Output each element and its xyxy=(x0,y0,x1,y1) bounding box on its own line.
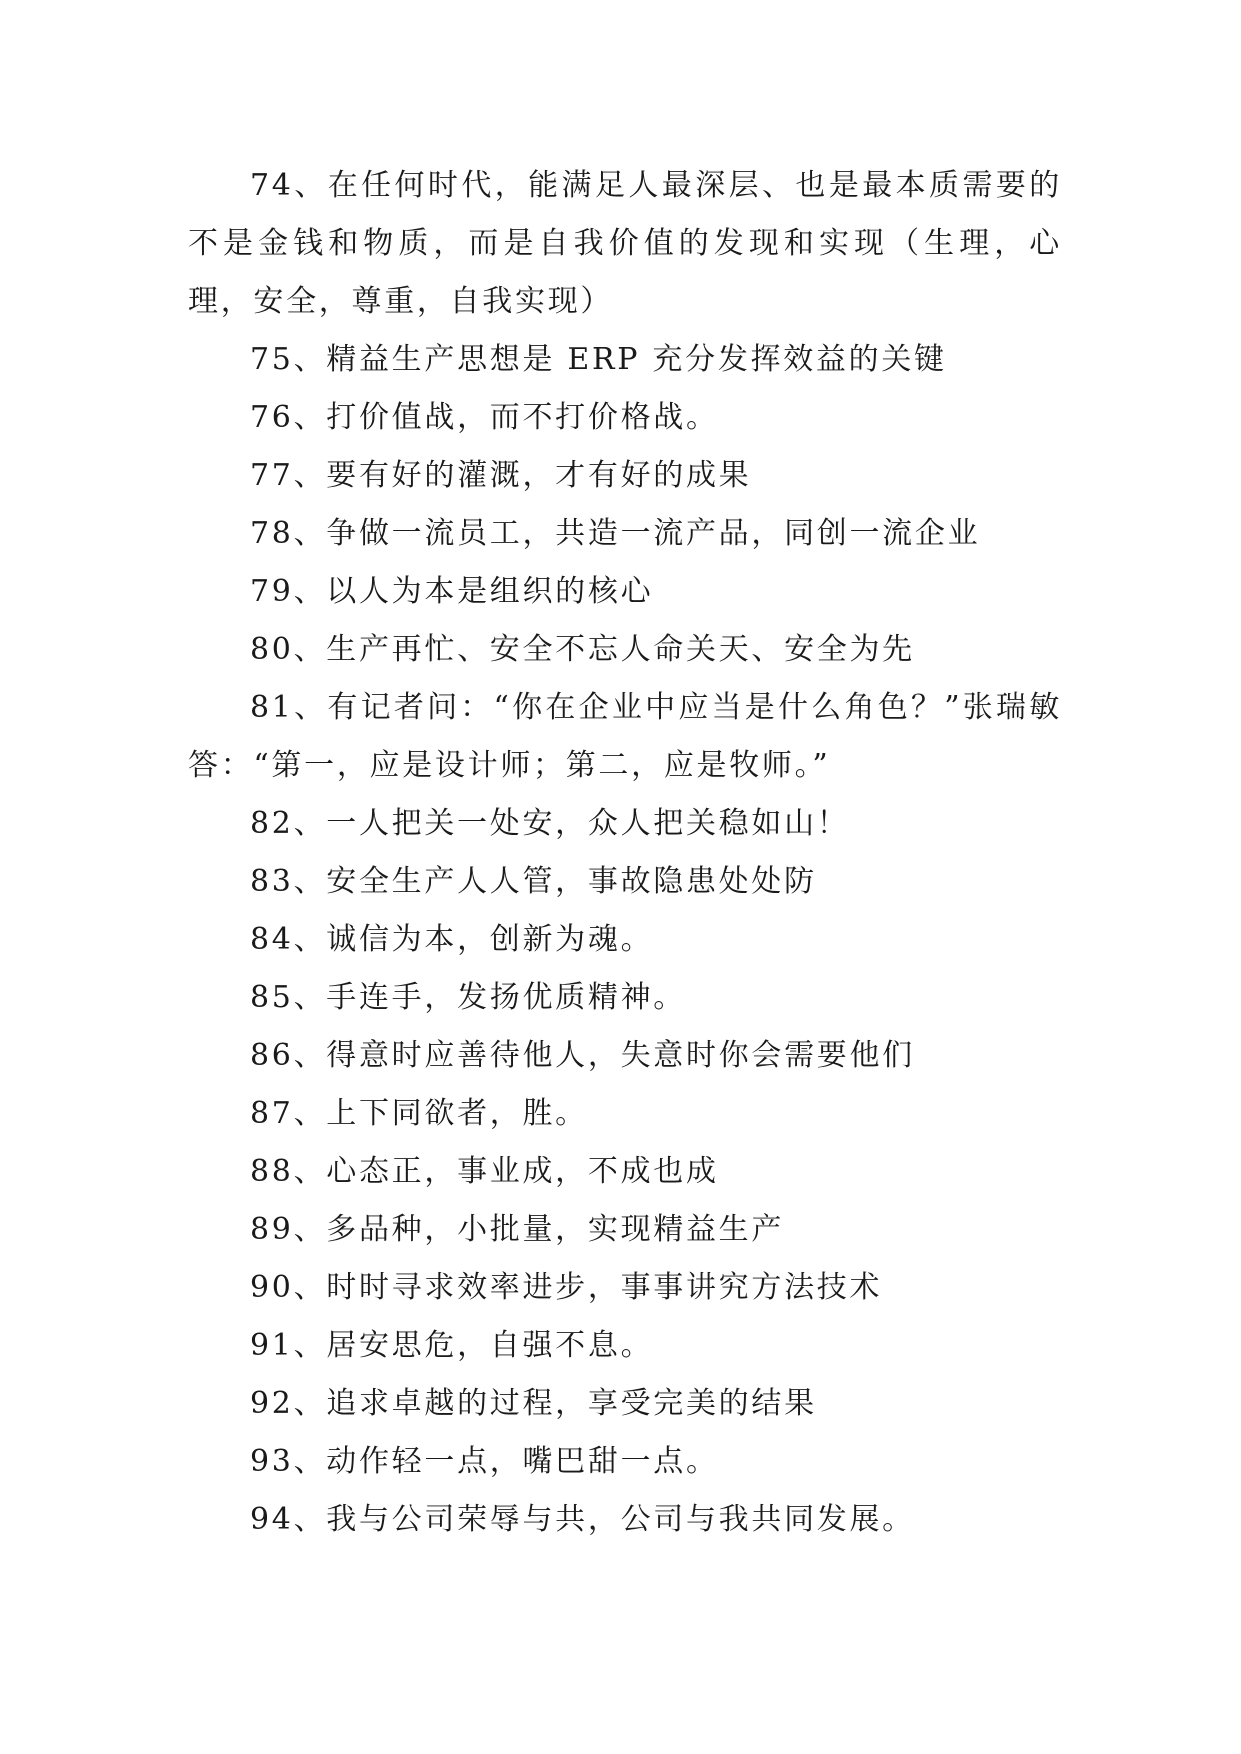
paragraph-85: 85、手连手，发扬优质精神。 xyxy=(250,980,686,1015)
paragraph-83: 83、安全生产人人管，事故隐患处处防 xyxy=(250,864,817,899)
paragraph-88: 88、心态正，事业成，不成也成 xyxy=(250,1154,719,1189)
paragraph-80: 80、生产再忙、安全不忘人命关天、安全为先 xyxy=(250,632,915,667)
paragraph-84: 84、诚信为本，创新为魂。 xyxy=(250,922,654,957)
paragraph-87: 87、上下同欲者，胜。 xyxy=(250,1096,588,1131)
paragraph-76: 76、打价值战，而不打价格战。 xyxy=(250,400,719,435)
paragraph-79: 79、以人为本是组织的核心 xyxy=(250,574,654,609)
paragraph-74: 74、在任何时代，能满足人最深层、也是最本质需要的不是金钱和物质，而是自我价值的发现和实现（生理，心理，安全，尊重，自我实现） xyxy=(188,168,1062,319)
paragraph-77: 77、要有好的灌溉，才有好的成果 xyxy=(250,458,752,493)
paragraph-81: 81、有记者问：“你在企业中应当是什么角色？”张瑞敏答：“第一，应是设计师；第二，应是牧师。” xyxy=(188,690,1062,783)
paragraph-90: 90、时时寻求效率进步，事事讲究方法技术 xyxy=(250,1270,883,1305)
paragraph-91: 91、居安思危，自强不息。 xyxy=(250,1328,654,1363)
paragraph-86: 86、得意时应善待他人，失意时你会需要他们 xyxy=(250,1038,915,1073)
document-body xyxy=(188,157,1062,1549)
paragraph-93: 93、动作轻一点，嘴巴甜一点。 xyxy=(250,1444,719,1479)
paragraph-75: 75、精益生产思想是 ERP 充分发挥效益的关键 xyxy=(250,342,947,377)
paragraph-94: 94、我与公司荣辱与共，公司与我共同发展。 xyxy=(250,1502,915,1537)
paragraph-78: 78、争做一流员工，共造一流产品，同创一流企业 xyxy=(250,516,981,551)
paragraph-92: 92、追求卓越的过程，享受完美的结果 xyxy=(250,1386,817,1421)
paragraph-82: 82、一人把关一处安，众人把关稳如山！ xyxy=(250,806,850,841)
paragraph-89: 89、多品种，小批量，实现精益生产 xyxy=(250,1212,785,1247)
